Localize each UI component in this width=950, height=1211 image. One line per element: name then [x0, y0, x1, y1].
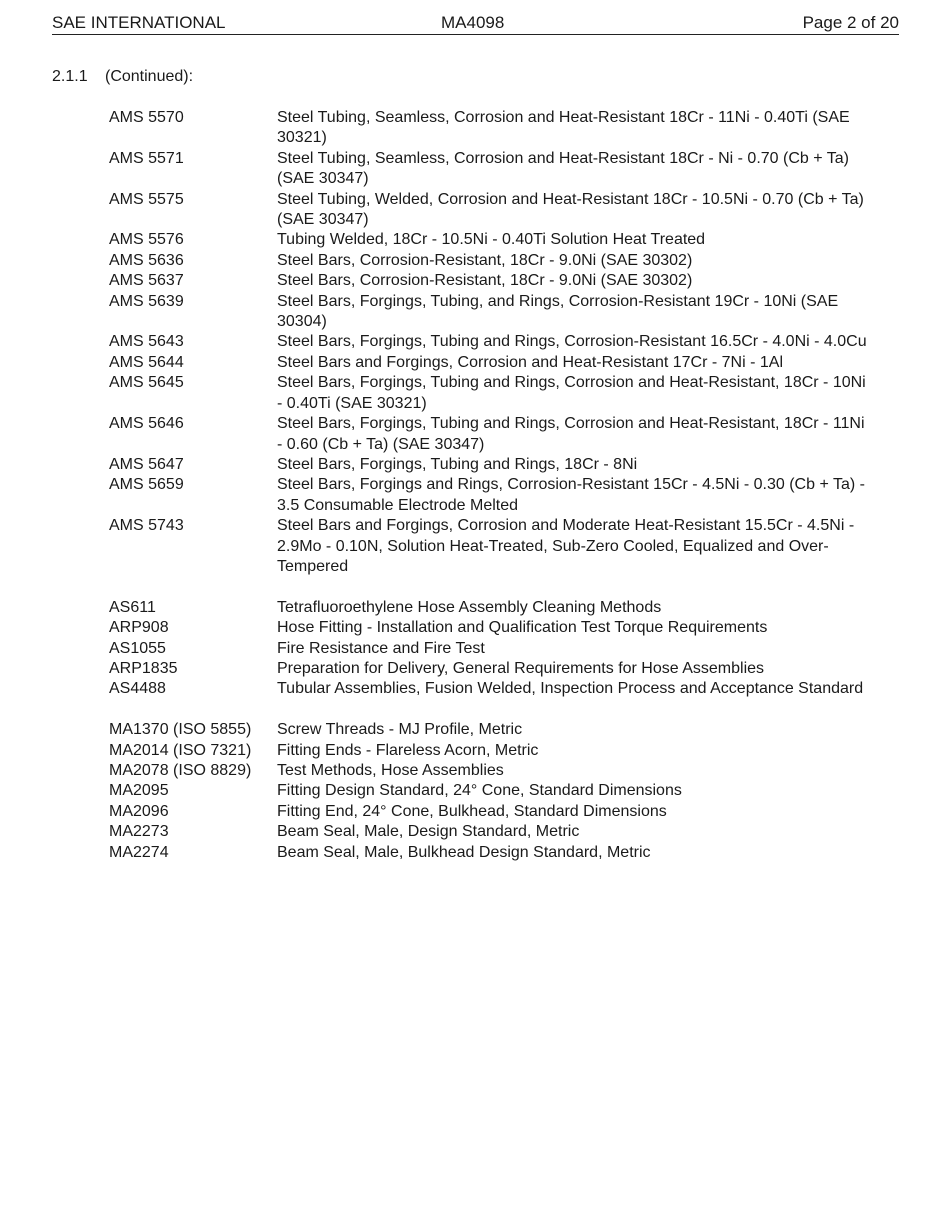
- reference-code: AMS 5639: [109, 292, 184, 310]
- reference-code: MA2078 (ISO 8829): [109, 761, 252, 779]
- header-document-number: MA4098: [441, 13, 505, 32]
- reference-row: [109, 761, 869, 781]
- reference-code: AMS 5643: [109, 333, 184, 351]
- reference-title: Steel Bars, Forgings, Tubing and Rings, Corrosion-Resistant 16.5Cr - 4.0Ni - 4.0Cu: [277, 333, 867, 351]
- reference-title: Fire Resistance and Fire Test: [277, 639, 485, 657]
- reference-title: Preparation for Delivery, General Requirements for Hose Assemblies: [277, 659, 765, 677]
- reference-title: Steel Bars and Forgings, Corrosion and Heat-Resistant 17Cr - 7Ni - 1Al: [277, 353, 783, 371]
- reference-code: AMS 5743: [109, 517, 184, 535]
- reference-row: [109, 190, 869, 231]
- reference-row: [109, 516, 869, 577]
- reference-row: [109, 822, 869, 842]
- reference-code: AMS 5570: [109, 109, 184, 126]
- reference-code: AMS 5644: [109, 353, 184, 371]
- reference-row: [109, 251, 869, 271]
- reference-code: AS1055: [109, 639, 166, 657]
- reference-row: [109, 332, 869, 352]
- reference-code: MA2273: [109, 823, 169, 841]
- page-header: [52, 12, 899, 35]
- reference-code: MA2095: [109, 782, 169, 800]
- reference-title: Tubing Welded, 18Cr - 10.5Ni - 0.40Ti Solution Heat Treated: [277, 231, 706, 249]
- reference-title: Fitting Design Standard, 24° Cone, Standard Dimensions: [277, 782, 682, 800]
- reference-row: [109, 679, 869, 699]
- reference-title: Screw Threads - MJ Profile, Metric: [277, 721, 523, 739]
- reference-title: Beam Seal, Male, Design Standard, Metric: [277, 823, 580, 841]
- reference-row: [109, 802, 869, 822]
- reference-code: ARP1835: [109, 659, 178, 677]
- reference-row: [109, 741, 869, 761]
- reference-code: ARP908: [109, 619, 169, 637]
- reference-row: [109, 639, 869, 659]
- reference-title: Steel Bars, Corrosion-Resistant, 18Cr - 9.0Ni (SAE 30302): [277, 251, 693, 269]
- reference-group: [109, 598, 869, 700]
- reference-code: AMS 5637: [109, 272, 184, 290]
- reference-title: Steel Tubing, Seamless, Corrosion and Heat-Resistant 18Cr - Ni - 0.70 (Cb + Ta) (SAE 30347): [277, 149, 849, 188]
- section-heading: [52, 67, 193, 87]
- reference-title: Test Methods, Hose Assemblies: [277, 761, 504, 779]
- reference-title: Fitting End, 24° Cone, Bulkhead, Standard Dimensions: [277, 802, 667, 820]
- reference-code: AMS 5571: [109, 149, 184, 167]
- reference-row: [109, 353, 869, 373]
- reference-code: MA2274: [109, 843, 169, 861]
- reference-code: AMS 5659: [109, 476, 184, 494]
- reference-code: AMS 5646: [109, 415, 184, 433]
- reference-title: Tetrafluoroethylene Hose Assembly Cleaning Methods: [277, 598, 662, 616]
- reference-row: [109, 108, 869, 149]
- reference-code: AMS 5576: [109, 231, 184, 249]
- header-page-number: Page 2 of 20: [802, 13, 899, 32]
- reference-title: Steel Bars, Forgings, Tubing and Rings, 18Cr - 8Ni: [277, 455, 638, 473]
- reference-row: [109, 271, 869, 291]
- reference-row: [109, 149, 869, 190]
- reference-row: [109, 455, 869, 475]
- reference-row: [109, 843, 869, 863]
- reference-code: AS611: [109, 598, 156, 616]
- reference-group: [109, 720, 869, 863]
- reference-row: [109, 720, 869, 740]
- reference-code: AMS 5645: [109, 374, 184, 392]
- reference-list: [109, 108, 869, 863]
- reference-title: Steel Bars and Forgings, Corrosion and Moderate Heat-Resistant 15.5Cr - 4.5Ni - 2.9Mo - 0.10N, Solution Heat-Treated, Sub-Zero Cooled, Equalized and Over-Tempered: [277, 517, 855, 575]
- reference-code: MA2014 (ISO 7321): [109, 741, 252, 759]
- reference-row: [109, 475, 869, 516]
- reference-title: Steel Bars, Forgings, Tubing and Rings, Corrosion and Heat-Resistant, 18Cr - 10Ni - 0.40Ti (SAE 30321): [277, 374, 866, 412]
- reference-title: Steel Bars, Forgings, Tubing, and Rings, Corrosion-Resistant 19Cr - 10Ni (SAE 30304): [277, 292, 839, 331]
- reference-row: [109, 781, 869, 801]
- reference-row: [109, 292, 869, 333]
- reference-row: [109, 618, 869, 638]
- section-number: 2.1.1: [52, 68, 88, 85]
- reference-title: Steel Tubing, Seamless, Corrosion and Heat-Resistant 18Cr - 11Ni - 0.40Ti (SAE 30321): [277, 109, 850, 147]
- reference-title: Steel Tubing, Welded, Corrosion and Heat-Resistant 18Cr - 10.5Ni - 0.70 (Cb + Ta) (SAE 30347): [277, 190, 864, 229]
- reference-title: Steel Bars, Forgings and Rings, Corrosion-Resistant 15Cr - 4.5Ni - 0.30 (Cb + Ta) - 3.5 Consumable Electrode Melted: [277, 476, 865, 514]
- reference-title: Beam Seal, Male, Bulkhead Design Standard, Metric: [277, 843, 651, 861]
- reference-row: [109, 230, 869, 250]
- reference-row: [109, 598, 869, 618]
- reference-row: [109, 659, 869, 679]
- reference-group: [109, 108, 869, 577]
- reference-code: AS4488: [109, 680, 166, 698]
- reference-code: AMS 5647: [109, 455, 184, 473]
- header-organization: SAE INTERNATIONAL: [52, 13, 226, 32]
- reference-title: Tubular Assemblies, Fusion Welded, Inspection Process and Acceptance Standard: [277, 680, 864, 698]
- reference-code: AMS 5636: [109, 251, 184, 269]
- section-title: (Continued):: [105, 68, 194, 85]
- reference-title: Steel Bars, Corrosion-Resistant, 18Cr - 9.0Ni (SAE 30302): [277, 272, 693, 290]
- reference-title: Fitting Ends - Flareless Acorn, Metric: [277, 741, 539, 759]
- reference-row: [109, 373, 869, 414]
- reference-title: Steel Bars, Forgings, Tubing and Rings, Corrosion and Heat-Resistant, 18Cr - 11Ni - 0.60 (Cb + Ta) (SAE 30347): [277, 415, 865, 453]
- reference-title: Hose Fitting - Installation and Qualification Test Torque Requirements: [277, 619, 768, 637]
- reference-code: MA1370 (ISO 5855): [109, 721, 252, 739]
- reference-row: [109, 414, 869, 455]
- reference-code: MA2096: [109, 802, 169, 820]
- reference-code: AMS 5575: [109, 190, 184, 208]
